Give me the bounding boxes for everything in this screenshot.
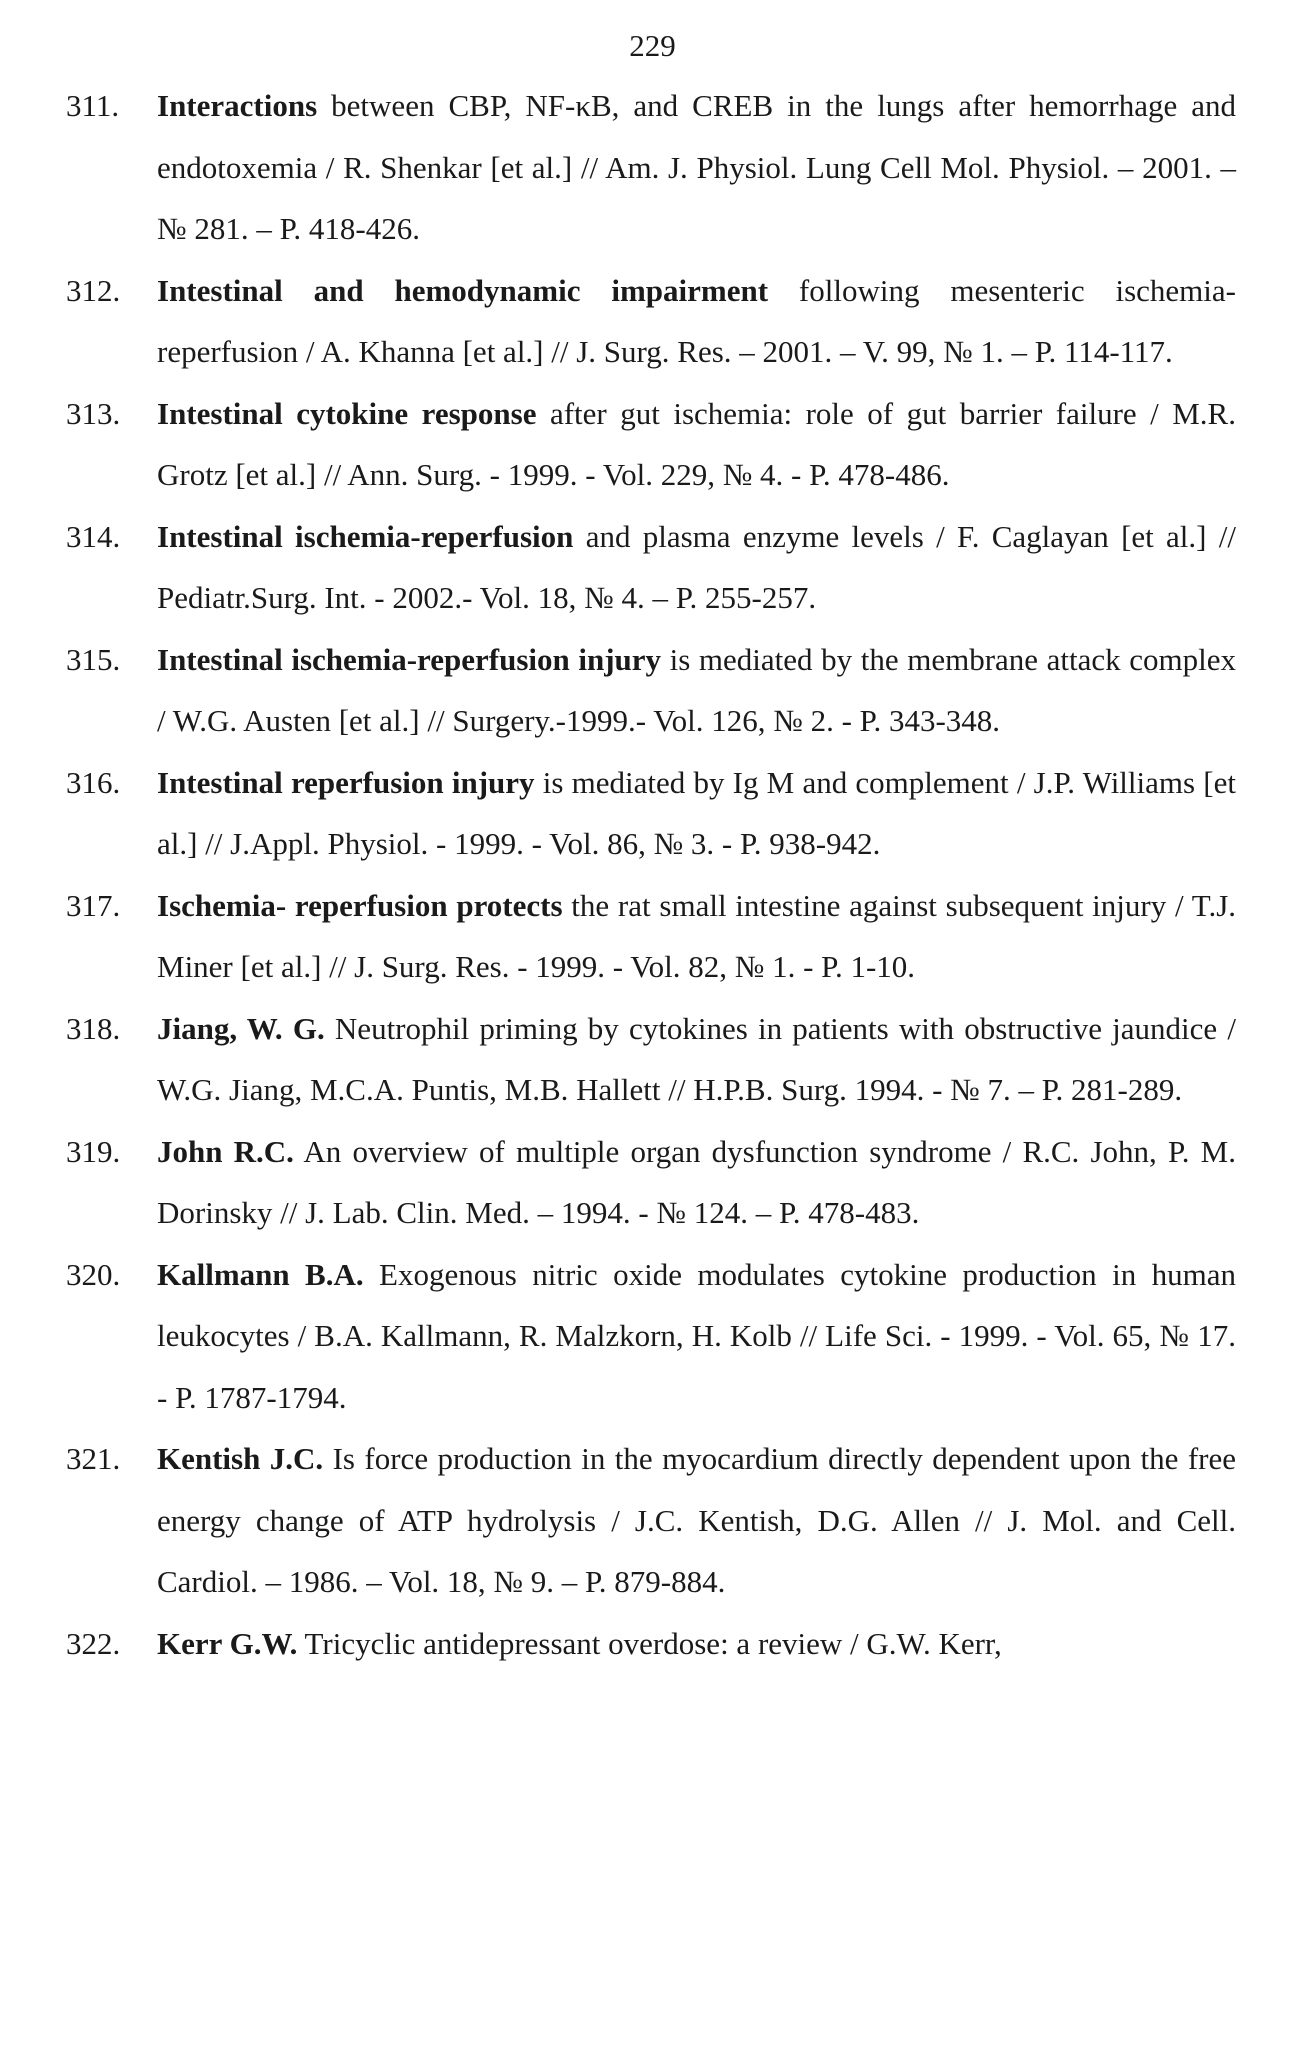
reference-item <box>66 752 1236 875</box>
reference-number: 322. <box>66 1625 121 1661</box>
reference-lead: Ischemia- reperfusion protects <box>157 887 563 923</box>
reference-body: Exogenous nitric oxide modulates cytokine production in human leukocytes / B.A. Kallmann, R. Malzkorn, H. Kolb // Life Sci. - 1999. - Vol. 65, № 17. - P. 1787-1794. <box>157 1256 1236 1415</box>
reference-text <box>157 506 1236 629</box>
reference-number: 316. <box>66 764 121 800</box>
reference-body: following mesenteric ischemia-reperfusion / A. Khanna [et al.] // J. Surg. Res. – 2001. – V. 99, № 1. – P. 114-117. <box>157 272 1236 369</box>
reference-number: 312. <box>66 272 121 308</box>
reference-body: and plasma enzyme levels / F. Caglayan [et al.] // Pediatr.Surg. Int. - 2002.- Vol. 18, № 4. – P. 255-257. <box>157 518 1236 615</box>
reference-number: 320. <box>66 1256 121 1292</box>
reference-number: 321. <box>66 1441 121 1476</box>
reference-item <box>66 1244 1236 1429</box>
reference-lead: Intestinal ischemia-reperfusion injury <box>157 641 662 677</box>
reference-body: the rat small intestine against subsequent injury / T.J. Miner [et al.] // J. Surg. Res. - 1999. - Vol. 82, № 1. - P. 1-10. <box>157 887 1237 984</box>
reference-item <box>66 629 1236 752</box>
reference-item <box>66 506 1236 629</box>
reference-lead: Kerr G.W. <box>157 1625 298 1661</box>
reference-item <box>66 260 1236 383</box>
reference-text <box>157 1428 1236 1613</box>
reference-lead: Kallmann B.A. <box>157 1256 364 1292</box>
reference-text <box>157 875 1236 998</box>
reference-lead: Jiang, W. G. <box>157 1010 325 1046</box>
reference-item <box>66 383 1236 506</box>
reference-body: is mediated by Ig M and complement / J.P. Williams [et al.] // J.Appl. Physiol. - 1999. - Vol. 86, № 3. - P. 938-942. <box>157 764 1236 861</box>
reference-number: 313. <box>66 395 121 431</box>
reference-number: 318. <box>66 1010 121 1046</box>
reference-text <box>157 383 1236 506</box>
reference-body: after gut ischemia: role of gut barrier failure / M.R. Grotz [et al.] // Ann. Surg. - 1999. - Vol. 229, № 4. - P. 478-486. <box>157 395 1236 492</box>
reference-body: is mediated by the membrane attack complex / W.G. Austen [et al.] // Surgery.-1999.- Vol. 126, № 2. - P. 343-348. <box>157 641 1236 738</box>
reference-item <box>66 1613 1236 1675</box>
reference-lead: John R.C. <box>157 1133 294 1169</box>
reference-text <box>157 1244 1236 1429</box>
reference-lead: Intestinal cytokine response <box>157 395 537 431</box>
reference-lead: Kentish J.C. <box>157 1441 324 1476</box>
reference-text <box>157 75 1236 260</box>
reference-text <box>157 752 1236 875</box>
reference-lead: Intestinal reperfusion injury <box>157 764 535 800</box>
reference-item <box>66 998 1236 1121</box>
reference-lead: Intestinal and hemodynamic impairment <box>157 272 769 308</box>
reference-body: between CBP, NF-κB, and CREB in the lungs after hemorrhage and endotoxemia / R. Shenkar [et al.] // Am. J. Physiol. Lung Cell Mol. Physiol. – 2001. – № 281. – P. 418-426. <box>157 88 1236 246</box>
reference-text <box>157 1613 1236 1675</box>
reference-list <box>66 75 1236 1674</box>
reference-text <box>157 998 1236 1121</box>
reference-item <box>66 1121 1236 1244</box>
reference-body: Tricyclic antidepressant overdose: a review / G.W. Kerr, <box>297 1625 1002 1661</box>
page-number: 229 <box>629 28 676 63</box>
reference-text <box>157 629 1236 752</box>
reference-number: 319. <box>66 1133 121 1169</box>
reference-lead: Interactions <box>157 88 318 123</box>
reference-body: An overview of multiple organ dysfunction syndrome / R.C. John, P. M. Dorinsky // J. Lab. Clin. Med. – 1994. - № 124. – P. 478-483. <box>157 1133 1236 1230</box>
reference-item <box>66 1428 1236 1613</box>
reference-number: 315. <box>66 641 121 677</box>
reference-text <box>157 260 1236 383</box>
reference-number: 314. <box>66 518 121 554</box>
reference-number: 317. <box>66 887 121 923</box>
reference-lead: Intestinal ischemia-reperfusion <box>157 518 574 554</box>
reference-text <box>157 1121 1236 1244</box>
reference-item <box>66 875 1236 998</box>
reference-body: Is force production in the myocardium directly dependent upon the free energy change of ATP hydrolysis / J.C. Kentish, D.G. Allen // J. Mol. and Cell. Cardiol. – 1986. – Vol. 18, № 9. – P. 879-884. <box>157 1441 1236 1599</box>
reference-item <box>66 75 1236 260</box>
reference-body: Neutrophil priming by cytokines in patients with obstructive jaundice / W.G. Jiang, M.C.A. Puntis, M.B. Hallett // H.P.B. Surg. 1994. - № 7. – P. 281-289. <box>157 1010 1236 1107</box>
reference-number: 311. <box>66 88 120 123</box>
